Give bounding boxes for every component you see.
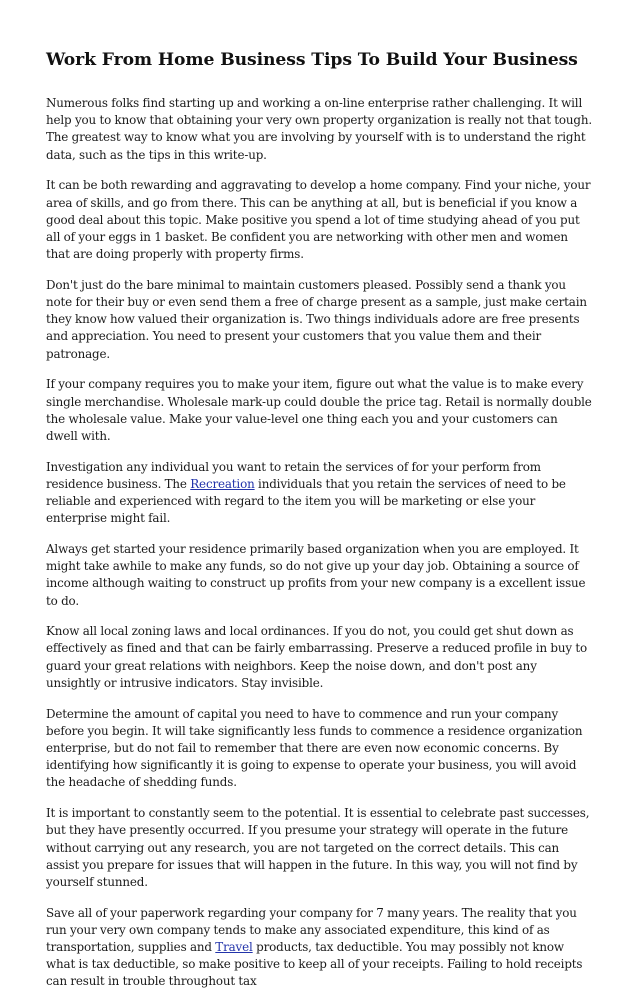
document-title: Work From Home Business Tips To Build Your Business (46, 50, 578, 70)
paragraph-intro: Numerous folks find starting up and working a on-line enterprise rather challenging. It will help you to know that obtaining your very own property organization is really not that tough. The greatest way to know what you are involving by yourself with is to understand the right data, such as the tips in this write-up. (46, 96, 592, 162)
paragraph-niche: It can be both rewarding and aggravating to develop a home company. Find your niche, your area of skills, and go from there. This can be anything at all, but is beneficial if you know a good deal about this topic. Make positive you spend a lot of time studying ahead of you put all of your eggs in 1 basket. Be confident you are networking with other men and women that are doing properly with property firms. (46, 178, 591, 262)
document-page (46, 49, 592, 1004)
paragraph-future: It is important to constantly seem to the potential. It is essential to celebrate past successes, but they have presently occurred. If you presume your strategy will operate in the future without carrying out any research, you are not targeted on the correct details. This can assist you prepare for issues that will happen in the future. In this way, you will not find by yourself stunned. (46, 806, 590, 889)
paragraph-customers: Don't just do the bare minimal to maintain customers pleased. Possibly send a thank you note for their buy or even send them a free of charge present as a sample, just make certain they know how valued their organization is. Two things individuals adore are free presents and appreciation. You need to present your customers that you value them and their patronage. (46, 277, 587, 361)
travel-link[interactable]: Travel (215, 940, 253, 955)
recreation-link[interactable]: Recreation (190, 476, 255, 491)
paragraph-capital: Determine the amount of capital you need to have to commence and run your company before you begin. It will take significantly less funds to commence a residence organization enterprise, but do not fail to remember that there are even now economic concerns. By identifying how significantly it is going to expense to operate your business, you will avoid the headache of shedding funds. (46, 706, 583, 790)
paragraph-hiring (46, 459, 592, 528)
paragraph-day-job: Always get started your residence primarily based organization when you are employed. It might take awhile to make any funds, so do not give up your day job. Obtaining a source of income although waiting to construct up profits from your new company is a excellent issue to do. (46, 541, 586, 608)
paragraph-hiring-text-before: Investigation any individual you want to retain the services of for your perform from residence business. The (46, 459, 541, 491)
paragraph-zoning: Know all local zoning laws and local ordinances. If you do not, you could get shut down as effectively as fined and that can be fairly embarrassing. Preserve a reduced profile in buy to guard your great relations with neighbors. Keep the noise down, and don't post any unsightly or intrusive indicators. Stay invisible. (46, 624, 587, 690)
paragraph-paperwork (46, 905, 592, 991)
paragraph-hiring-text-after: individuals that you retain the services of need to be reliable and experienced with regard to the item you will be marketing or else your enterprise might fail. (46, 476, 566, 526)
paragraph-pricing: If your company requires you to make your item, figure out what the value is to make every single merchandise. Wholesale mark-up could double the price tag. Retail is normally double the wholesale value. Make your value-level one thing each you and your customers can dwell with. (46, 377, 592, 443)
paragraph-paperwork-text-after: products, tax deductible. You may possibly not know what is tax deductible, so make positive to keep all of your receipts. Failing to hold receipts can result in trouble throughout tax (46, 940, 583, 989)
paragraph-paperwork-text-before: Save all of your paperwork regarding your company for 7 many years. The reality that you run your very own company tends to make any associated expenditure, this kind of as transportation, supplies and (46, 905, 577, 955)
